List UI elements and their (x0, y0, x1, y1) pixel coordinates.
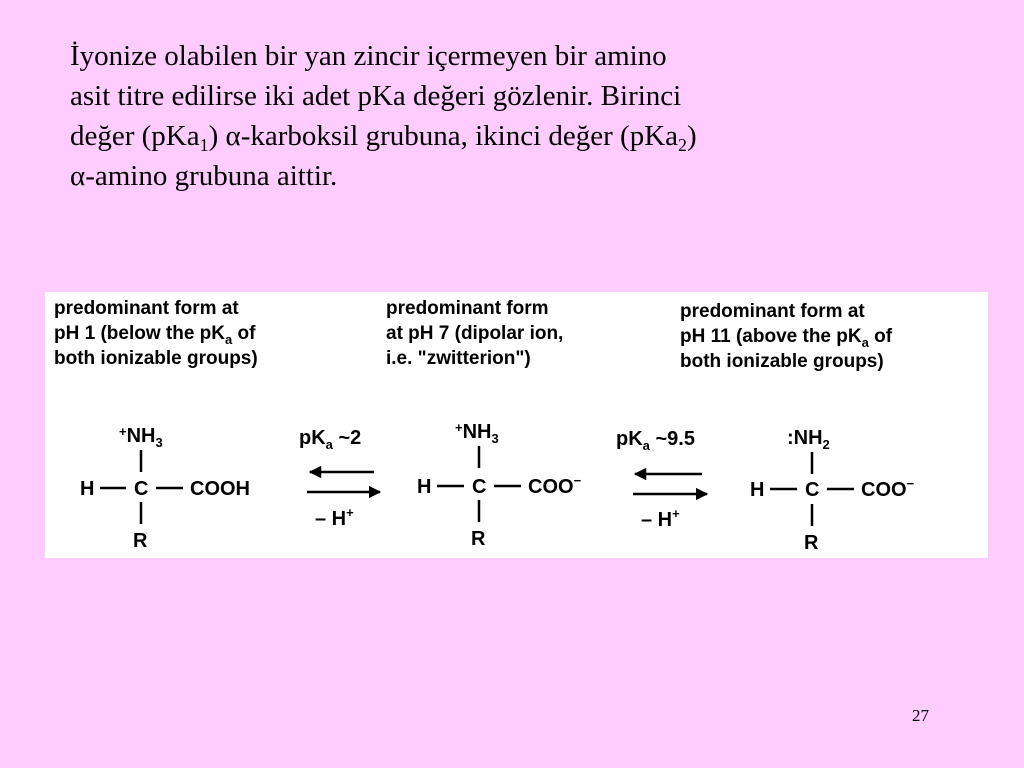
caption-ph1-line3: both ionizable groups) (54, 348, 258, 369)
proton-loss-label: – H+ (641, 506, 680, 531)
carboxylate-group: COO− (528, 473, 582, 498)
molecule-anionic (750, 427, 915, 554)
molecule-zwitterion (417, 420, 582, 550)
paragraph-line-3 (70, 116, 970, 156)
alpha-symbol: α (225, 120, 241, 152)
titration-diagram (45, 292, 988, 558)
caption-ph7 (386, 298, 563, 369)
amino-group: $^+NH_3$ (455, 420, 499, 446)
amino-group: $^+NH_3$ (119, 424, 163, 450)
paragraph-line-1: İyonize olabilen bir yan zincir içermeyen bir amino (70, 40, 667, 72)
page-number: 27 (912, 706, 929, 725)
pka-label: $pK_a$ ~9.5 (616, 428, 695, 453)
caption-ph1-line1: predominant form at (54, 298, 239, 319)
caption-ph7-line1: predominant form (386, 298, 549, 319)
caption-ph11-line3: both ionizable groups) (680, 351, 884, 372)
caption-ph7-line3: i.e. "zwitterion") (386, 348, 531, 369)
paragraph-line-4 (70, 156, 970, 196)
pka1-subscript: 1 (199, 135, 209, 155)
r-group: R (804, 532, 819, 554)
titration-figure (45, 292, 988, 558)
line3-text-c: -karboksil grubuna, ikinci değer (pKa (240, 120, 679, 152)
carboxyl-group: COOH (190, 478, 250, 500)
caption-ph1-line2: pH 1 (below the $pK_a$ of (54, 323, 256, 347)
caption-ph1 (54, 298, 258, 369)
equilibrium-pka2 (616, 428, 707, 531)
molecule-cationic (80, 424, 250, 552)
carboxylate-group: COO− (861, 476, 915, 501)
amino-group: $:NH_2$ (787, 427, 830, 452)
alpha-carbon: C (472, 476, 487, 498)
line3-text-d: ) (687, 120, 697, 152)
paragraph-line-2: asit titre edilirse iki adet pKa değeri gözlenir. Birinci (70, 80, 682, 112)
caption-ph11-line1: predominant form at (680, 301, 865, 322)
alpha-symbol: α (70, 160, 86, 192)
hydrogen-atom: H (417, 476, 432, 498)
hydrogen-atom: H (80, 478, 95, 500)
r-group: R (133, 530, 148, 552)
slide-paragraph (70, 36, 970, 196)
pka2-subscript: 2 (678, 135, 688, 155)
caption-ph11 (680, 301, 893, 372)
caption-ph7-line2: at pH 7 (dipolar ion, (386, 323, 564, 344)
hydrogen-atom: H (750, 479, 765, 501)
alpha-carbon: C (805, 479, 820, 501)
r-group: R (471, 528, 486, 550)
pka-label: $pK_a$ ~2 (299, 427, 362, 452)
line3-text-b: ) (208, 120, 226, 152)
line4-text: -amino grubuna aittir. (85, 160, 338, 192)
line3-text-a: değer (pKa (70, 120, 200, 152)
alpha-carbon: C (134, 478, 149, 500)
caption-ph11-line2: pH 11 (above the $pK_a$ of (680, 326, 893, 350)
proton-loss-label: – H+ (315, 505, 354, 530)
equilibrium-pka1 (299, 427, 380, 530)
